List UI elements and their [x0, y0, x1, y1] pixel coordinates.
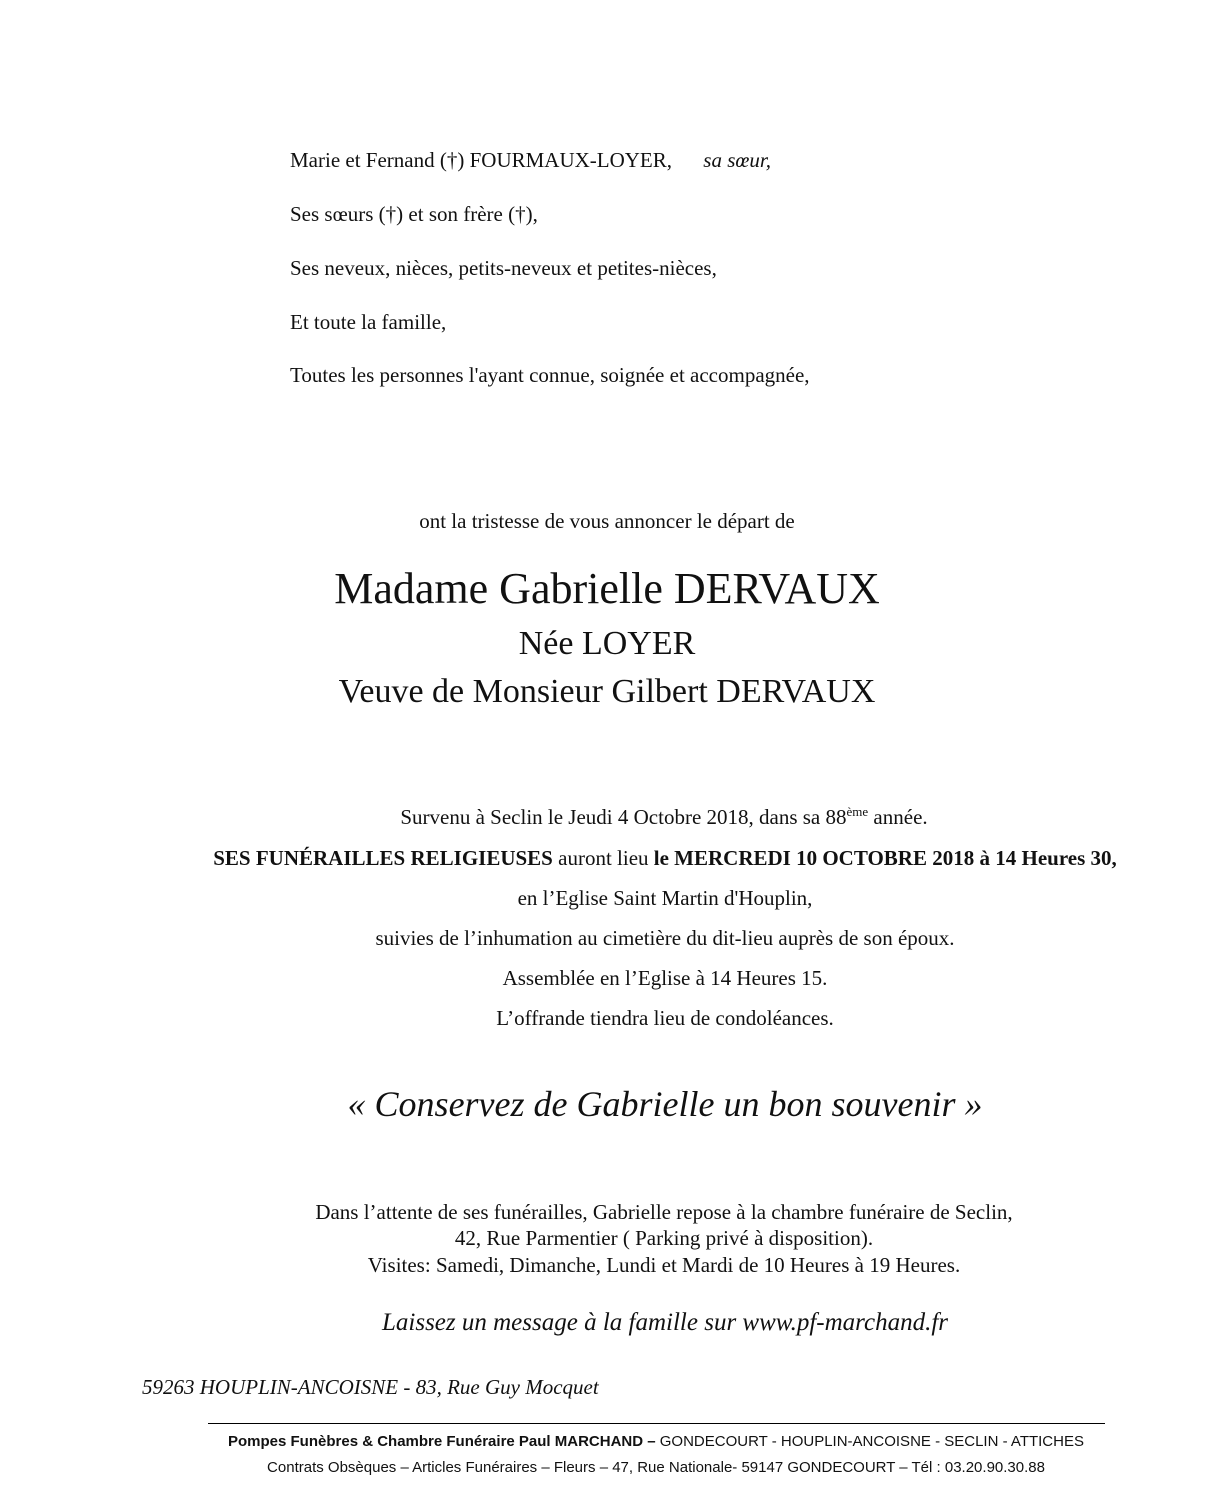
footer-company-line	[49, 1433, 1214, 1450]
visits-line-hours: Visites: Samedi, Dimanche, Lundi et Mardi de 10 Heures à 19 Heures.	[367, 1253, 961, 1277]
family-sister-relation: sa sœur,	[703, 148, 771, 172]
family-line-people: Toutes les personnes l'ayant connue, soignée et accompagnée,	[290, 363, 810, 387]
footer-company-name: Pompes Funèbres & Chambre Funéraire Paul MARCHAND –	[228, 1433, 656, 1450]
family-line-sister	[290, 148, 771, 173]
family-line-nephews: Ses neveux, nièces, petits-neveux et petites-nièces,	[290, 256, 717, 280]
death-notice-suffix: année.	[868, 805, 928, 829]
deceased-widow-of: Veuve de Monsieur Gilbert DERVAUX	[338, 673, 876, 710]
visits-line-address: 42, Rue Parmentier ( Parking privé à disposition).	[454, 1226, 874, 1250]
funeral-datetime: le MERCREDI 10 OCTOBRE 2018 à 14 Heures 30,	[653, 846, 1117, 870]
memorial-quote: « Conservez de Gabrielle un bon souvenir »	[347, 1084, 983, 1124]
death-notice-line	[57, 805, 1214, 830]
footer-services-line: Contrats Obsèques – Articles Funéraires – Fleurs – 47, Rue Nationale- 59147 GONDECOURT – Tél : 03.20.90.30.88	[267, 1459, 1045, 1476]
burial-line: suivies de l’inhumation au cimetière du dit-lieu auprès de son époux.	[375, 926, 955, 950]
family-sister-name: Marie et Fernand (†) FOURMAUX-LOYER,	[290, 148, 673, 172]
offering-line: L’offrande tiendra lieu de condoléances.	[496, 1006, 834, 1030]
visits-line-location: Dans l’attente de ses funérailles, Gabrielle repose à la chambre funéraire de Seclin,	[315, 1200, 1013, 1224]
deceased-maiden-name: Née LOYER	[518, 625, 696, 662]
family-line-family: Et toute la famille,	[290, 310, 447, 334]
funeral-connector: auront lieu	[552, 846, 654, 870]
assembly-line: Assemblée en l’Eglise à 14 Heures 15.	[502, 966, 828, 990]
deceased-name: Madame Gabrielle DERVAUX	[334, 564, 880, 613]
funeral-line	[58, 846, 1214, 871]
footer-company-towns: GONDECOURT - HOUPLIN-ANCOISNE - SECLIN - ATTICHES	[655, 1433, 1084, 1450]
family-line-siblings: Ses sœurs (†) et son frère (†),	[290, 202, 538, 226]
death-notice-superscript: ème	[846, 804, 869, 819]
death-notice-text: Survenu à Seclin le Jeudi 4 Octobre 2018, dans sa 88	[400, 805, 847, 829]
church-line: en l’Eglise Saint Martin d'Houplin,	[517, 886, 813, 910]
announcement-intro: ont la tristesse de vous annoncer le départ de	[419, 509, 795, 533]
online-message-link[interactable]: Laissez un message à la famille sur www.pf-marchand.fr	[382, 1309, 948, 1336]
funeral-title: SES FUNÉRAILLES RELIGIEUSES	[213, 846, 553, 870]
funeral-home-address: 59263 HOUPLIN-ANCOISNE - 83, Rue Guy Mocquet	[142, 1375, 599, 1399]
footer-divider	[208, 1423, 1105, 1424]
